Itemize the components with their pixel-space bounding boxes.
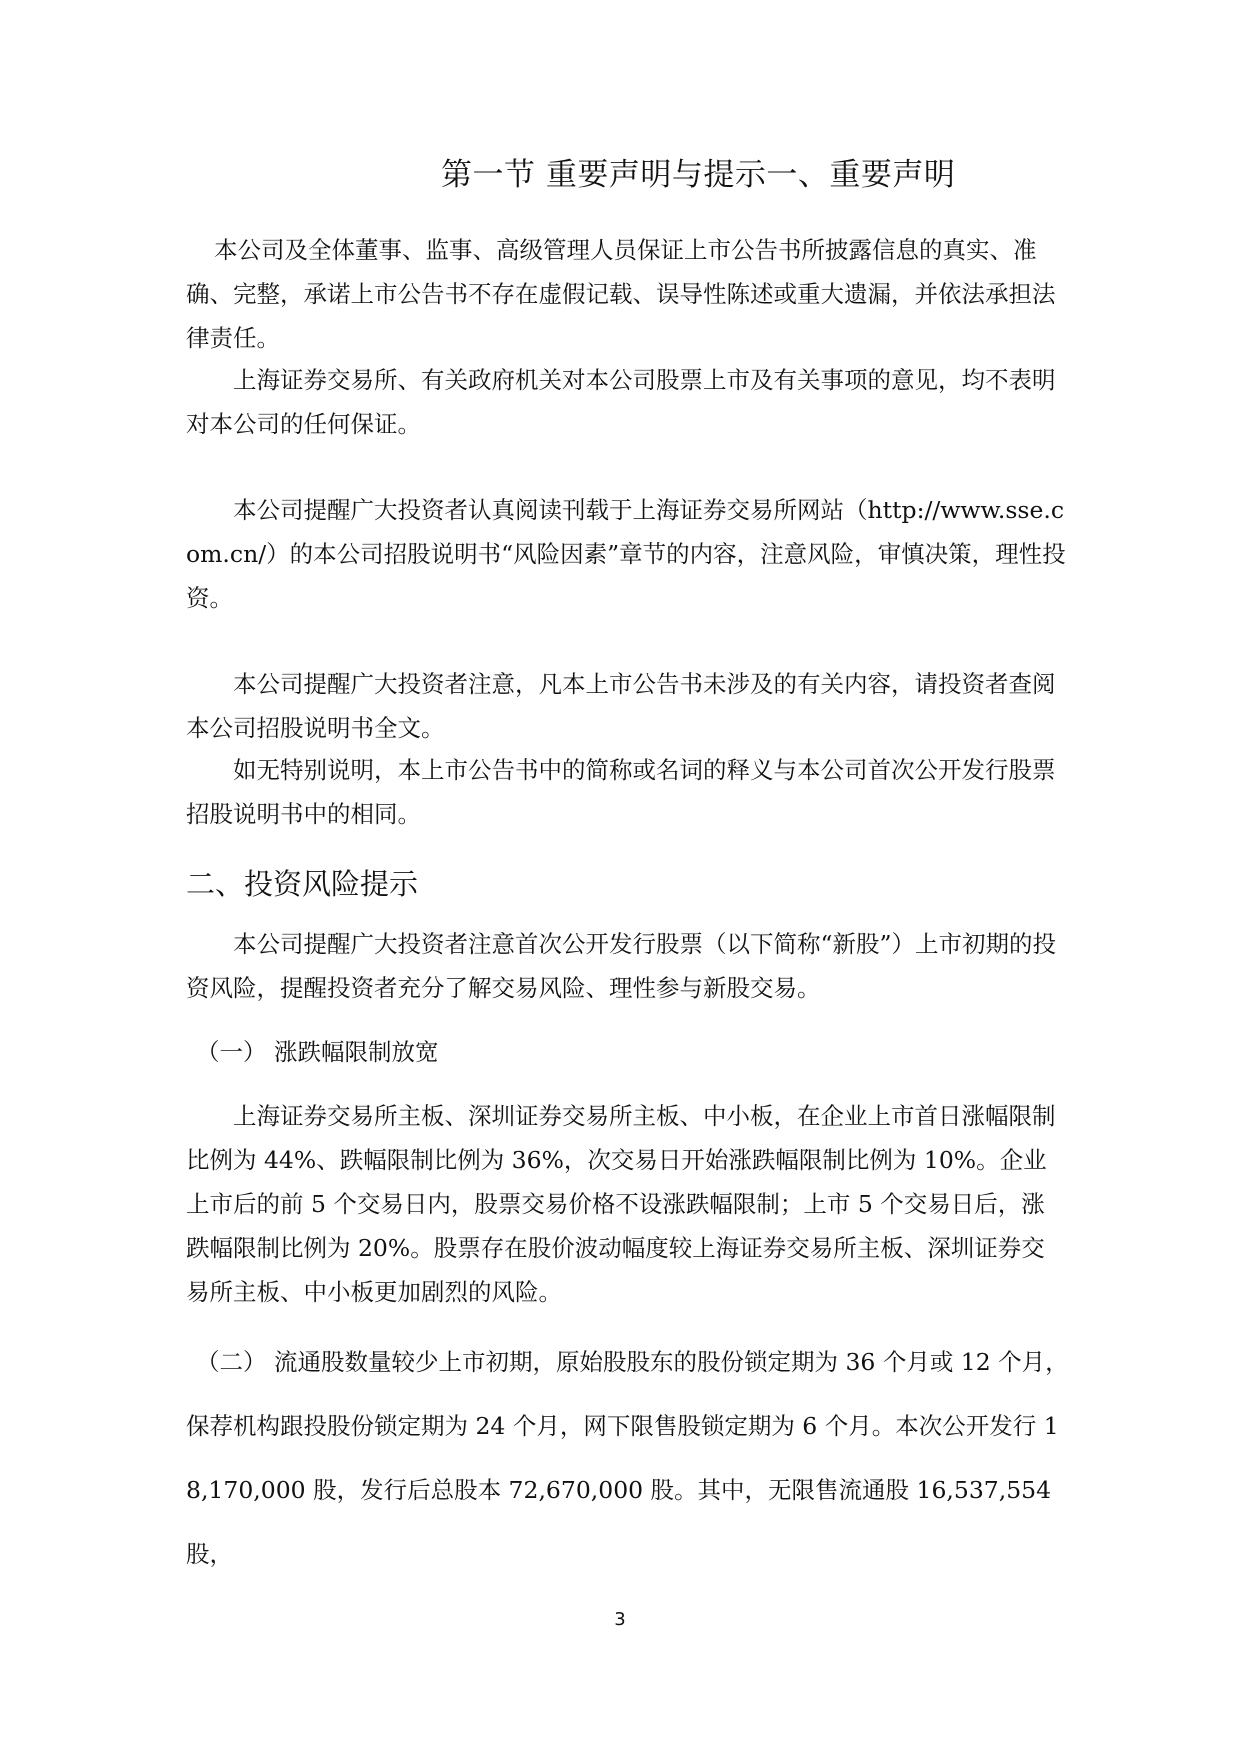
subheading-number: （一） (196, 1038, 267, 1066)
subheading-price-limit (196, 1030, 439, 1074)
risk-intro-paragraph: 本公司提醒广大投资者注意首次公开发行股票（以下简称“新股”）上市初期的投资风险，提醒投资者充分了解交易风险、理性参与新股交易。 (186, 930, 1057, 1002)
subheading-number: （二） (196, 1348, 267, 1376)
subheading-float-shares (186, 1348, 439, 1376)
statement-paragraph-5: 如无特别说明，本上市公告书中的简称或名词的释义与本公司首次公开发行股票招股说明书中的相同。 (186, 756, 1056, 828)
statement-paragraph-3: 本公司提醒广大投资者认真阅读刊载于上海证券交易所网站（http://www.sse.com.cn/）的本公司招股说明书“风险因素”章节的内容，注意风险，审慎决策，理性投资。 (186, 496, 1066, 612)
statement-paragraph-1: 本公司及全体董事、监事、高级管理人员保证上市公告书所披露信息的真实、准确、完整，承诺上市公告书不存在虚假记载、误导性陈述或重大遗漏，并依法承担法律责任。 (186, 236, 1056, 352)
price-limit-paragraph: 上海证券交易所主板、深圳证券交易所主板、中小板，在企业上市首日涨幅限制比例为 44%、跌幅限制比例为 36%，次交易日开始涨跌幅限制比例为 10%。企业上市后的前 5 个交易日内，股票交易价格不设涨跌幅限制；上市 5 个交易日后，涨跌幅限制比例为 20%。股票存在股价波动幅度较上海证券交易所主板、深圳证券交易所主板、中小板更加剧烈的风险。 (186, 1102, 1056, 1306)
page-number: 3 (614, 1609, 626, 1630)
section-heading-investment-risk: 二、投资风险提示 (186, 867, 419, 901)
page-title: 第一节 重要声明与提示一、重要声明 (441, 157, 956, 193)
float-shares-paragraph (186, 1330, 1076, 1586)
statement-paragraph-2: 上海证券交易所、有关政府机关对本公司股票上市及有关事项的意见，均不表明对本公司的任何保证。 (186, 366, 1056, 438)
subheading-title: 流通股数量较少 (274, 1348, 439, 1376)
float-shares-text: 上市初期，原始股股东的股份锁定期为 36 个月或 12 个月，保荐机构跟投股份锁定期为 24 个月，网下限售股锁定期为 6 个月。本次公开发行 18,170,000 股，发行后总股本 72,670,000 股。其中，无限售流通股 16,537,554 股， (186, 1348, 1069, 1568)
subheading-title: 涨跌幅限制放宽 (274, 1038, 439, 1066)
statement-paragraph-4: 本公司提醒广大投资者注意，凡本上市公告书未涉及的有关内容，请投资者查阅本公司招股说明书全文。 (186, 670, 1056, 742)
